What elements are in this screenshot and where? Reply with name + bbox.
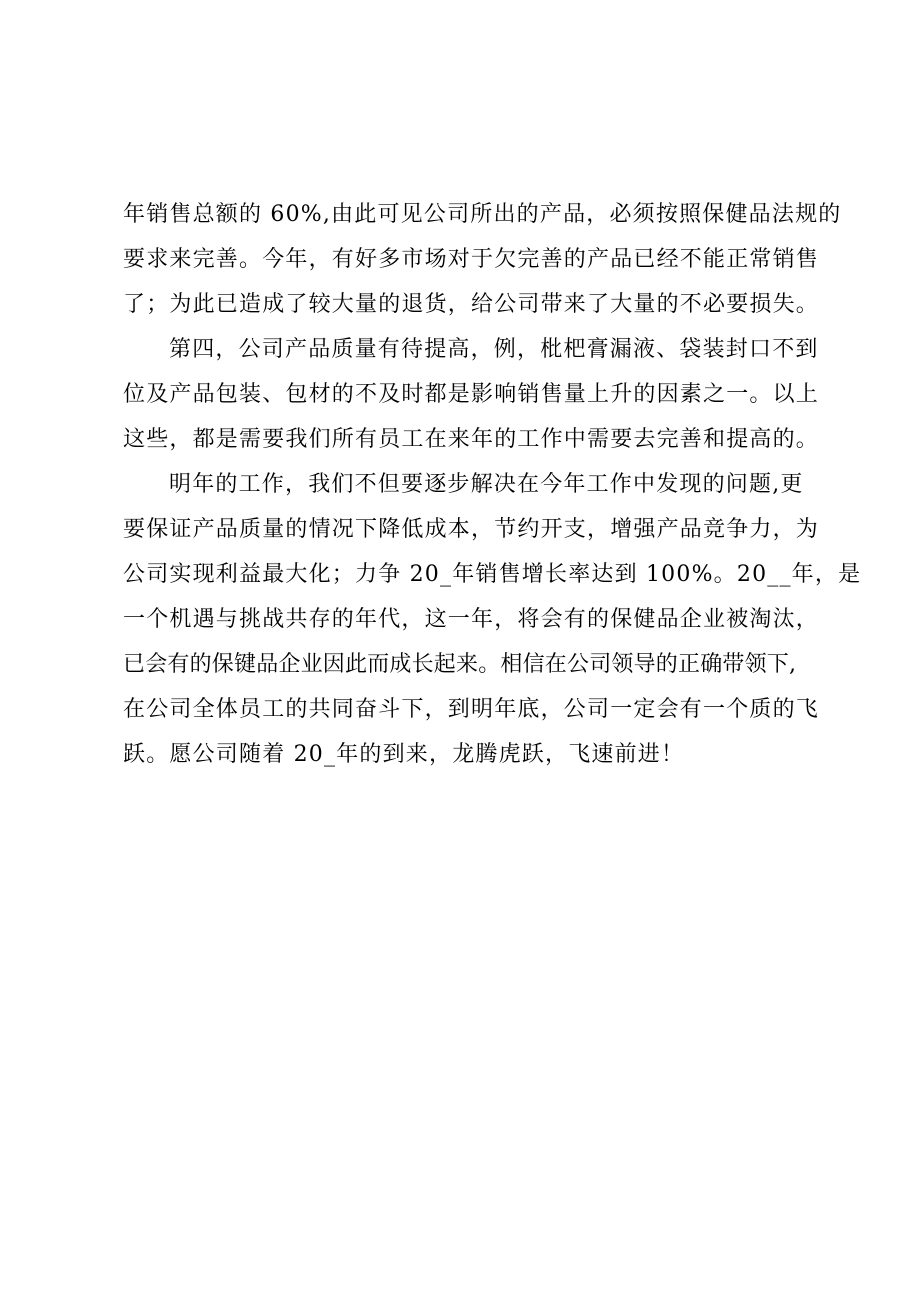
text-line: 一个机遇与挑战共存的年代，这一年，将会有的保健品企业被淘汰， [123, 607, 820, 632]
text-line: 了；为此已造成了较大量的退货，给公司带来了大量的不必要损失。 [123, 292, 820, 317]
text-line: 在公司全体员工的共同奋斗下，到明年底，公司一定会有一个质的飞 [123, 697, 820, 722]
text-line: 跃。愿公司随着 20_年的到来，龙腾虎跃，飞速前进！ [123, 742, 685, 767]
text-line: 这些，都是需要我们所有员工在来年的工作中需要去完善和提高的。 [123, 427, 820, 452]
text-line: 已会有的保键品企业因此而成长起来。相信在公司领导的正确带领下, [123, 652, 797, 677]
text-line: 公司实现利益最大化；力争 20_年销售增长率达到 100%。20__年，是 [123, 562, 862, 587]
text-line: 要保证产品质量的情况下降低成本，节约开支，增强产品竞争力，为 [123, 517, 820, 542]
text-line: 年销售总额的 60%,由此可见公司所出的产品，必须按照保健品法规的 [123, 202, 842, 227]
paragraph-start-line: 第四，公司产品质量有待提高，例，枇杷膏漏液、袋装封口不到 [169, 337, 819, 362]
body-text [123, 192, 862, 777]
text-line: 要求来完善。今年，有好多市场对于欠完善的产品已经不能正常销售 [123, 247, 820, 272]
paragraph-start-line: 明年的工作，我们不但要逐步解决在今年工作中发现的问题,更 [169, 472, 804, 497]
text-line: 位及产品包装、包材的不及时都是影响销售量上升的因素之一。以上 [123, 382, 820, 407]
